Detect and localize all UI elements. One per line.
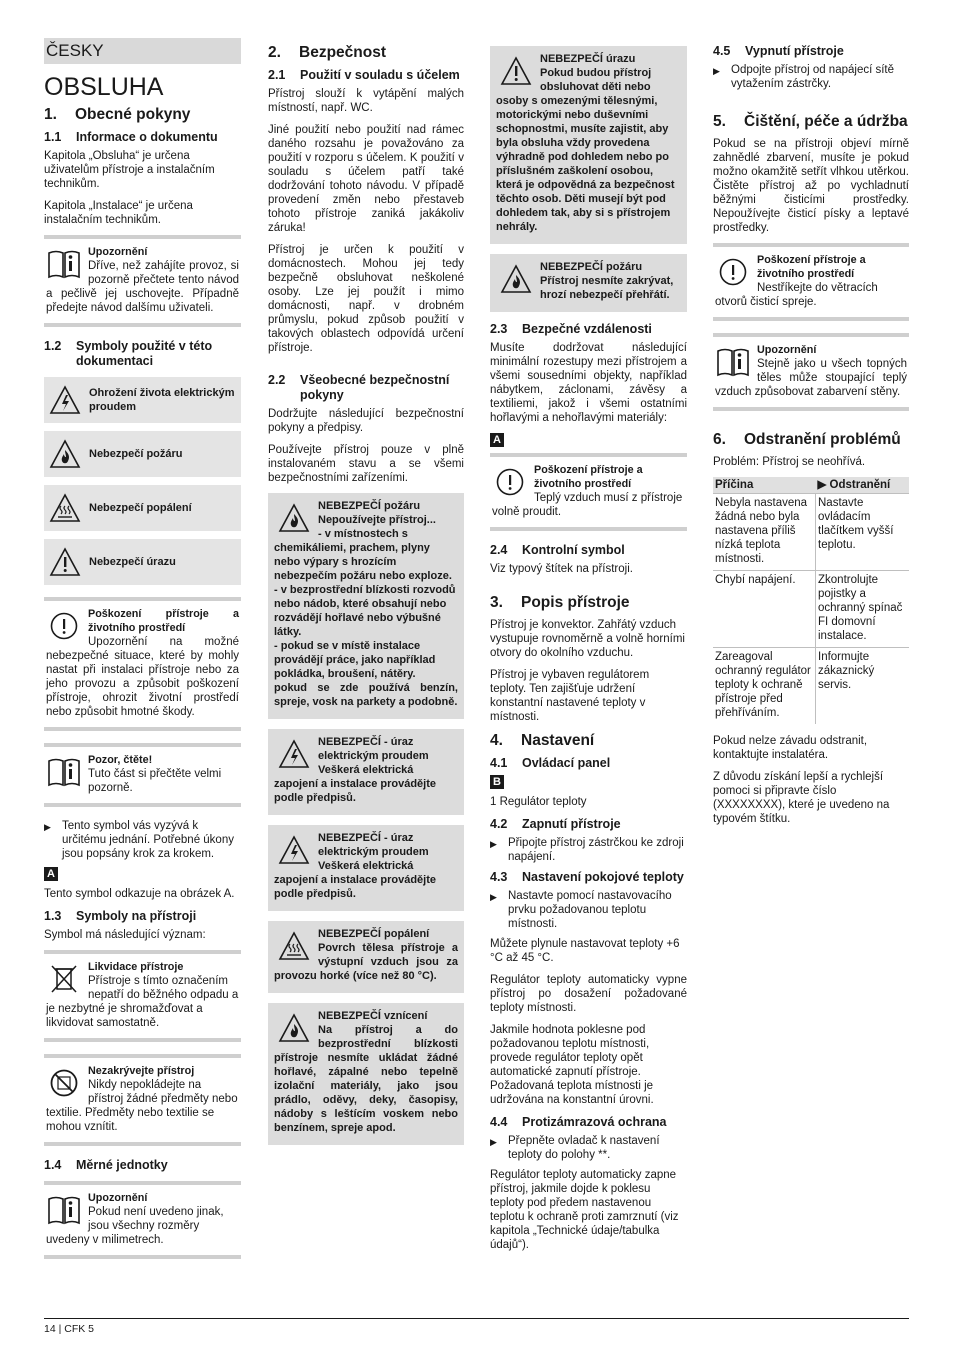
section-4-5-heading: 4.5 Vypnutí přístroje xyxy=(713,44,844,58)
column-4 xyxy=(713,38,909,834)
electric-warning-icon xyxy=(49,384,81,416)
footer-page-number: 14 | CFK 5 xyxy=(44,1323,94,1335)
table-cell-fix: Zkontrolujte pojistky a ochranný spínač FI domovní instalace. xyxy=(816,571,910,648)
paragraph: Problém: Přístroj se neohřívá. xyxy=(713,456,866,468)
paragraph: Pokud nelze závadu odstranit, kontaktujte instalatéra. xyxy=(713,735,868,761)
symbol-fire: Nebezpečí požáru xyxy=(44,431,241,477)
section-5-heading: 5. Čištění, péče a údržba xyxy=(713,113,908,130)
notice-info: Upozornění Dříve, než zahájíte provoz, si pozorně přečtete tento návod a pečlivě jej uschovejte. Případně předejte návod dalšímu uživateli. xyxy=(44,235,241,327)
read-manual-icon xyxy=(715,345,751,379)
fire-warning-icon xyxy=(49,438,81,470)
notice-units: Upozornění Pokud není uvedeno jinak, jsou všechny rozměry uvedeny v milimetrech. xyxy=(44,1181,241,1259)
read-manual-icon xyxy=(46,755,82,789)
do-not-cover-icon xyxy=(46,1066,82,1100)
table-cell-cause: Zareagoval ochranný regulátor teploty k ochraně přístroje před přehříváním. xyxy=(713,648,816,725)
page-title: OBSLUHA xyxy=(44,73,164,101)
section-2-4-heading: 2.4 Kontrolní symbol xyxy=(490,543,625,557)
paragraph: Dodržujte následující bezpečnostní pokyny a předpisy. xyxy=(268,408,464,434)
paragraph: Pokud se na přístroji objeví mírně zahnědlé zbarvení, musíte je pokud možno okamžitě setřít vlhkou utěrkou. Čistěte přístroj až po vychladnutí běžnými čisticími prostředky. Nepoužívejte čisticí písky a leptavé prostředky. xyxy=(713,138,909,234)
bin-disposal-icon xyxy=(46,962,82,996)
table-row xyxy=(713,648,909,725)
paragraph: Můžete plynule nastavovat teploty +6 °C až 45 °C. xyxy=(490,938,680,964)
section-4-1-heading: 4.1 Ovládací panel xyxy=(490,756,611,770)
paragraph: Jakmile hodnota poklesne pod požadovanou teplotu místnosti, provede regulátor teploty opět automatické zapnutí přístroje. Požadovaná teplota místnosti je udržována na konstantní úrovni. xyxy=(490,1024,654,1106)
danger-fire: NEBEZPEČÍ požáru Nepoužívejte přístroj... - v místnostech s chemikáliemi, prachem, plyny nebo výpary s hrozícím nebezpečím požáru nebo exploze. - v bezprostřední blízkosti rozvodů nebo nádob, které obsahují nebo rozvádějí hořlavé nebo výbušné látky. - pokud se v místě instalace provádějí práce, jako například pokládka, broušení, nátěry. pokud se zde používá benzín, spreje, vosk na parkety a podobně. xyxy=(268,493,464,719)
section-4-4-heading: 4.4 Protizámrazová ochrana xyxy=(490,1115,667,1129)
footer-divider xyxy=(44,1318,909,1319)
paragraph: Z důvodu získání lepší a rychlejší pomoci si připravte číslo (XXXXXXXX), které je uvedeno na typovém štítku. xyxy=(713,771,890,825)
read-manual-icon xyxy=(46,1193,82,1227)
notice-damage: Poškození přístroje a životního prostředí Upozornění na možné nebezpečné situace, které by mohly nastat při instalaci přístroje nebo za jeho provozu a způsobit poškození přístroje, ohrozit životní prostředí nebo způsobit hmotné škody. xyxy=(44,597,241,731)
section-1-4-heading: 1.4 Měrné jednotky xyxy=(44,1158,168,1172)
section-4-2-heading: 4.2 Zapnutí přístroje xyxy=(490,817,621,831)
instruction-bullet: ▶ Tento symbol vás vyzývá k určitému jednání. Potřebné úkony jsou popsány krok za krokem. xyxy=(44,820,234,860)
hot-surface-icon xyxy=(49,492,81,524)
paragraph: Přístroj je vybaven regulátorem teploty. Ten zajišťuje udržení konstantní nastavené teploty v místnosti. xyxy=(490,669,650,723)
figure-label: B xyxy=(490,775,504,789)
paragraph: Regulátor teploty automaticky zapne přístroj, jakmile dojde k poklesu teploty pod předem nastavenou teplotu k ochraně proti zamrznutí (viz kapitola „Technické údaje/tabulka údajů“). xyxy=(490,1169,679,1251)
section-2-3-heading: 2.3 Bezpečné vzdálenosti xyxy=(490,322,652,336)
notice-wall: Upozornění Stejně jako u všech topných těles může stoupající teplý vzduch způsobovat zabarvení stěny. xyxy=(713,333,909,411)
triangle-bullet-icon: ▶ xyxy=(490,839,497,849)
paragraph: Používejte přístroj pouze v plně instalovaném stavu a se všemi bezpečnostními zařízeními. xyxy=(268,444,464,484)
paragraph: Přístroj slouží k vytápění malých místností, např. WC. xyxy=(268,88,464,114)
danger-electric-2: NEBEZPEČÍ - úraz elektrickým proudem Veškerá elektrická zapojení a instalace provádějte podle předpisů. xyxy=(268,825,464,911)
electric-warning-icon xyxy=(276,833,312,867)
hot-surface-icon xyxy=(276,929,312,963)
figure-label: A xyxy=(490,433,504,447)
notice-read: Pozor, čtěte! Tuto část si přečtěte velmi pozorně. xyxy=(44,743,241,807)
general-warning-icon xyxy=(498,54,534,88)
paragraph: Kapitola „Obsluha“ je určena uživatelům přístroje a instalačním technikům. xyxy=(44,150,215,190)
general-warning-icon xyxy=(49,546,81,578)
paragraph: Regulátor teploty automaticky vypne přístroj po dosažení požadované teploty místnosti. xyxy=(490,974,687,1014)
section-6-heading: 6. Odstranění problémů xyxy=(713,431,901,448)
column-3 xyxy=(490,38,687,1260)
section-1-1-heading: 1.1 Informace o dokumentu xyxy=(44,130,218,144)
notice-disposal: Likvidace přístroje Přístroje s tímto označením nepatří do běžného odpadu a je nezbytné je shromažďovat a likvidovat samostatně. xyxy=(44,950,241,1042)
read-manual-icon xyxy=(46,247,82,281)
language-header: ČESKY xyxy=(44,38,241,64)
troubleshooting-table xyxy=(713,477,909,724)
table-cell-fix: Nastavte ovládacím tlačítkem vyšší teplotu. xyxy=(816,494,910,571)
instruction-bullet: ▶ Nastavte pomocí nastavovacího prvku požadovanou teplotu místnosti. xyxy=(490,890,672,930)
section-2-1-heading: 2.1 Použití v souladu s účelem xyxy=(268,68,460,82)
danger-injury: NEBEZPEČÍ úrazu Pokud budou přístroj obsluhovat děti nebo osoby s omezenými tělesnými, motorickými nebo duševními schopnostmi, musíte zajistit, aby byla obsluha vždy provedena výhradně pod dohledem nebo po příslušném zaškolení osobou, která je odpovědná za bezpečnost těchto osob. Děti musejí být pod dohledem tak, aby si s přístrojem nehrály. xyxy=(490,46,687,244)
triangle-bullet-icon: ▶ xyxy=(490,892,497,902)
triangle-bullet-icon: ▶ xyxy=(713,66,720,76)
symbol-burn: Nebezpečí popálení xyxy=(44,485,241,531)
danger-burn: NEBEZPEČÍ popálení Povrch tělesa přístroje a výstupní vzduch jsou za provozu horké (více než 80 °C). xyxy=(268,921,464,993)
instruction-bullet: ▶ Přepněte ovladač k nastavení teploty do polohy **. xyxy=(490,1135,660,1161)
fire-warning-icon xyxy=(276,501,312,535)
danger-electric: NEBEZPEČÍ - úraz elektrickým proudem Veškerá elektrická zapojení a instalace provádějte podle předpisů. xyxy=(268,729,464,815)
section-4-3-heading: 4.3 Nastavení pokojové teploty xyxy=(490,870,684,884)
instruction-bullet: ▶ Odpojte přístroj od napájecí sítě vytažením zástrčky. xyxy=(713,64,895,90)
attention-circle-icon xyxy=(715,255,751,289)
attention-circle-icon xyxy=(492,465,528,499)
column-2 xyxy=(268,38,464,1155)
notice-do-not-cover: Nezakrývejte přístroj Nikdy nepokládejte na přístroj žádné předměty nebo textilie. Předměty nebo textilie se mohou vznítit. xyxy=(44,1054,241,1146)
electric-warning-icon xyxy=(276,737,312,771)
instruction-bullet: ▶ Připojte přístroj zástrčkou ke zdroji napájení. xyxy=(490,837,684,863)
symbol-electric: Ohrožení života elektrickým proudem xyxy=(44,377,241,423)
table-row xyxy=(713,494,909,571)
section-4-heading: 4. Nastavení xyxy=(490,732,595,749)
table-cell-fix: Informujte zákaznický servis. xyxy=(816,648,910,725)
paragraph: Přístroj je určen k použití v domácnostech. Mohou jej tedy bezpečně obsluhovat neškolené osoby. Lze jej použít i mimo domácnosti, např. v drobném průmyslu, pokud způsob použití v takových oblastech odpovídá určení přístroje. xyxy=(268,244,464,354)
triangle-bullet-icon: ▶ xyxy=(490,1137,497,1147)
symbol-injury: Nebezpečí úrazu xyxy=(44,539,241,585)
danger-cover: NEBEZPEČÍ požáru Přístroj nesmíte zakrývat, hrozí nebezpečí přehřátí. xyxy=(490,254,687,312)
attention-circle-icon xyxy=(46,609,82,643)
paragraph: Musíte dodržovat následující minimální rozestupy mezi přístrojem a všemi sousedními objekty, například nábytkem, záclonami, závěsy a textiliemi, jakož i všemi ostatními hořlavými a nehořlavými materiály: xyxy=(490,342,687,424)
fire-warning-icon xyxy=(498,262,534,296)
triangle-bullet-icon: ▶ xyxy=(44,822,51,832)
paragraph: Viz typový štítek na přístroji. xyxy=(490,563,633,575)
section-3-heading: 3. Popis přístroje xyxy=(490,594,630,611)
table-cell-cause: Nebyla nastavena žádná nebo byla nastavena příliš nízká teplota místnosti. xyxy=(713,494,816,571)
table-cell-cause: Chybí napájení. xyxy=(713,571,816,648)
paragraph: Symbol má následující význam: xyxy=(44,929,206,941)
paragraph: Jiné použití nebo použití nad rámec daného rozsahu je považováno za použití v rozporu s účelem. K použití v souladu s účelem patří také dodržování tohoto návodu. V případě provedení změn nebo přestaveb tohoto přístroje zaniká jakákoliv záruka! xyxy=(268,124,464,234)
fire-warning-icon xyxy=(276,1011,312,1045)
figure-label: A xyxy=(44,867,58,881)
paragraph: Přístroj je konvektor. Zahřátý vzduch vystupuje rovnoměrně a volně horními otvory do okolního vzduchu. xyxy=(490,619,685,659)
paragraph: Tento symbol odkazuje na obrázek A. xyxy=(44,888,235,900)
column-1 xyxy=(44,38,241,1271)
table-header-fix: ▶ Odstranění xyxy=(816,477,910,494)
section-2-heading: 2. Bezpečnost xyxy=(268,44,386,61)
table-row xyxy=(713,571,909,648)
danger-ignition: NEBEZPEČÍ vznícení Na přístroj a do bezprostřední blízkosti přístroje nesmíte ukládat žádné hořlavé, zápalné nebo tepelně izolační materiály, jako jsou prádlo, oděvy, deky, časopisy, nádoby s leštícím voskem nebo benzínem, spreje apod. xyxy=(268,1003,464,1145)
table-header-cause: Příčina xyxy=(713,477,816,494)
section-1-3-heading: 1.3 Symboly na přístroji xyxy=(44,909,197,923)
section-1-2-heading: 1.2 Symboly použité v této dokumentaci xyxy=(44,339,213,368)
section-1-heading: 1. Obecné pokyny xyxy=(44,106,191,123)
legend-item: 1 Regulátor teploty xyxy=(490,796,587,808)
paragraph: Kapitola „Instalace“ je určena instalačním technikům. xyxy=(44,200,193,226)
notice-spray: Poškození přístroje a životního prostředí Nestříkejte do větracích otvorů čisticí spreje. xyxy=(713,243,909,321)
table-header-row xyxy=(713,477,909,494)
section-2-2-heading: 2.2 Všeobecné bezpečnostní pokyny xyxy=(268,373,450,402)
notice-airflow: Poškození přístroje a životního prostředí Teplý vzduch musí z přístroje volně proudit. xyxy=(490,453,687,531)
